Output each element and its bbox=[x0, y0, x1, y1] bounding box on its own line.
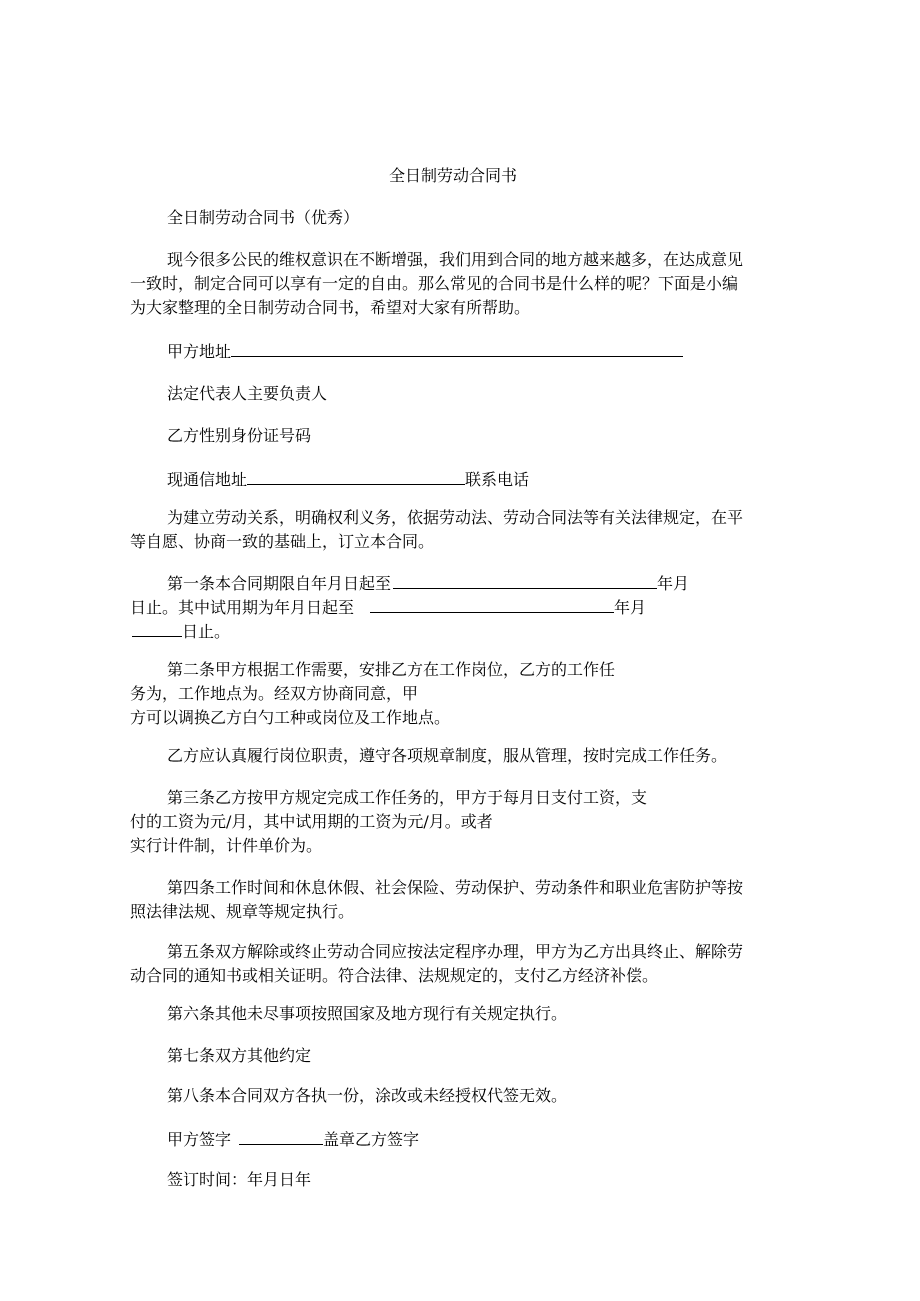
article-7: 第七条双方其他约定 bbox=[167, 1046, 312, 1065]
party-a-signature-label: 甲方签字 bbox=[167, 1130, 232, 1149]
contact-address-label: 现通信地址 bbox=[167, 470, 248, 489]
article-3-line: 第三条乙方按甲方规定完成工作任务的，甲方于每月日支付工资，支 bbox=[167, 788, 648, 807]
document-subtitle: 全日制劳动合同书（优秀） bbox=[167, 208, 360, 227]
preamble-line: 为建立劳动关系，明确权利义务，依据劳动法、劳动合同法等有关法律规定，在平 bbox=[167, 508, 744, 527]
article-2-line: 第二条甲方根据工作需要，安排乙方在工作岗位，乙方的工作任 bbox=[167, 660, 616, 679]
intro-line: 现今很多公民的维权意识在不断增强，我们用到合同的地方越来越多，在达成意见 bbox=[167, 250, 744, 269]
article-5-line: 第五条双方解除或终止劳动合同应按法定程序办理，甲方为乙方出具终止、解除劳 bbox=[167, 942, 744, 961]
signature-row bbox=[167, 1128, 419, 1150]
legal-representative-line: 法定代表人主要负责人 bbox=[167, 384, 328, 403]
article-1-line: 第一条本合同期限自年月日起至 年月 bbox=[167, 574, 690, 593]
article-1-line: 日止。其中试用期为年月日起至 年月 bbox=[130, 598, 647, 617]
contract-end-blank[interactable] bbox=[393, 572, 657, 589]
preamble-line: 等自愿、协商一致的基础上，订立本合同。 bbox=[130, 532, 435, 551]
article-5-line: 动合同的通知书或相关证明。符合法律、法规规定的，支付乙方经济补偿。 bbox=[130, 966, 659, 985]
article-3-line: 付的工资为元/月，其中试用期的工资为元/月。或者 bbox=[130, 812, 493, 831]
article-6: 第六条其他未尽事项按照国家及地方现行有关规定执行。 bbox=[167, 1004, 568, 1023]
party-a-address-blank[interactable] bbox=[231, 340, 683, 357]
party-a-signature-blank[interactable] bbox=[239, 1128, 323, 1145]
party-b-signature-label: 盖章乙方签字 bbox=[323, 1130, 420, 1149]
document-title: 全日制劳动合同书 bbox=[389, 166, 518, 185]
contact-address-blank[interactable] bbox=[247, 468, 465, 485]
article-2-line: 务为，工作地点为。经双方协商同意，甲 bbox=[130, 684, 419, 703]
party-a-address-row bbox=[167, 340, 683, 362]
duty-paragraph: 乙方应认真履行岗位职责，遵守各项规章制度，服从管理，按时完成工作任务。 bbox=[167, 746, 728, 765]
article-4-line: 照法律法规、规章等规定执行。 bbox=[130, 902, 355, 921]
article-2-line: 方可以调换乙方白勺工种或岗位及工作地点。 bbox=[130, 708, 451, 727]
contact-phone-label: 联系电话 bbox=[465, 470, 530, 489]
intro-line: 为大家整理的全日制劳动合同书，希望对大家有所帮助。 bbox=[130, 298, 531, 317]
party-b-info-line: 乙方性别身份证号码 bbox=[167, 426, 312, 445]
contact-row bbox=[167, 468, 529, 490]
article-1-line: 日止。 bbox=[132, 620, 230, 642]
day-blank[interactable] bbox=[132, 620, 182, 637]
article-4-line: 第四条工作时间和休息休假、社会保险、劳动保护、劳动条件和职业危害防护等按 bbox=[167, 878, 744, 897]
signing-date: 签订时间：年月日年 bbox=[167, 1170, 312, 1189]
intro-line: 一致时，制定合同可以享有一定的自由。那么常见的合同书是什么样的呢？下面是小编 bbox=[130, 274, 739, 293]
article-3-line: 实行计件制，计件单价为。 bbox=[130, 836, 323, 855]
article-8: 第八条本合同双方各执一份，涂改或未经授权代签无效。 bbox=[167, 1086, 568, 1105]
party-a-address-label: 甲方地址 bbox=[167, 342, 232, 361]
probation-end-blank[interactable] bbox=[370, 596, 614, 613]
